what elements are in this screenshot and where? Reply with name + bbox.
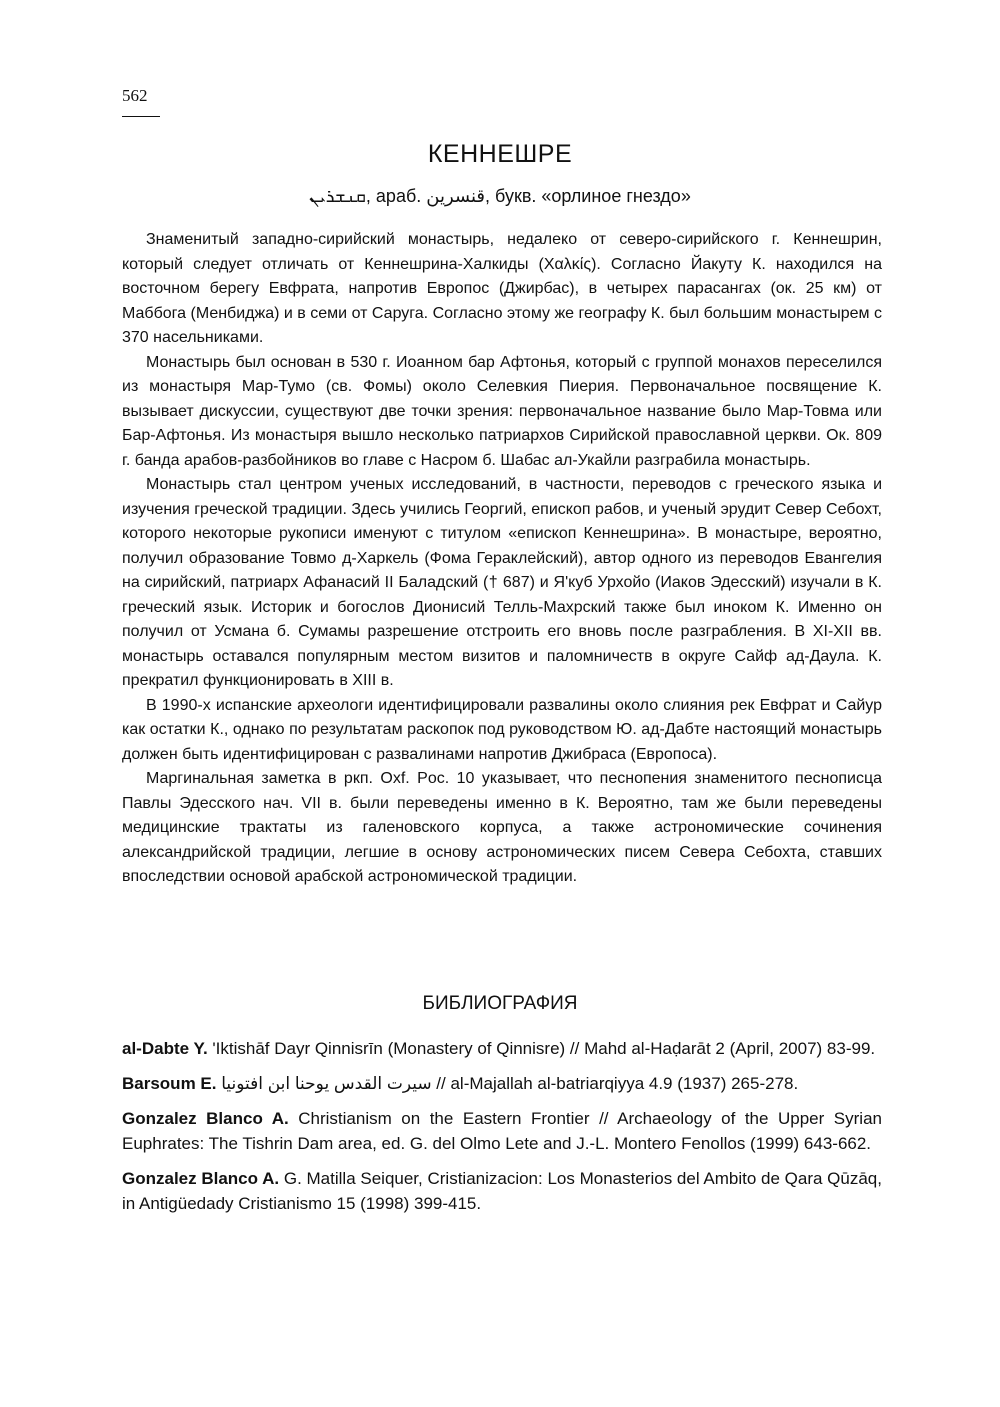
page-number-rule [122, 116, 160, 117]
bibliography-entry [122, 1036, 882, 1061]
paragraph: Монастырь стал центром ученых исследований, в частности, переводов с греческого языка и изучения греческой традиции. Здесь учились Георгий, епископ рабов, и ученый эрудит Север Себохт, которого некоторые рукописи именуют с титулом «епископ Кеннешрина». В монастыре, вероятно, получил образование Товмо д-Харкель (Фома Гераклейский), автор одного из переводов Евангелия на сирийский, патриарх Афанасий II Баладский († 687) и Я'куб Урхойо (Иаков Эдесский) изучали в К. греческий язык. Историк и богослов Дионисий Телль-Махрский также был иноком К. Именно он получил от Усмана б. Сумамы разрешение отстроить его вновь после разграбления. В XI-XII вв. монастырь оставался популярным местом визитов и паломничеств в округе Сайф ад-Даула. К. прекратил функционировать в XIII в. [122, 476, 882, 689]
syriac-name: ܩܢܫܪܝܢ [309, 186, 366, 207]
bibliography-entry [122, 1166, 882, 1216]
arabic-name: قنسرين [426, 186, 486, 207]
paragraph: Маргинальная заметка в ркп. Oxf. Poc. 10 указывает, что песнопения знаменитого песнописца Павлы Эдесского нач. VII в. были переведены именно в К. Вероятно, там же были переведены медицинские трактаты из галеновского корпуса, а также астрономические сочинения александрийской традиции, легшие в основу астрономических писем Севера Себохта, ставших впоследствии основой арабской астрономической традиции. [122, 770, 882, 885]
bibliography-text: G. Matilla Seiquer, Cristianizacion: Los Monasterios del Ambito de Qara Qūzāq, in Antigüedady Cristianismo 15 (1998) 399-415. [122, 1169, 882, 1213]
bibliography-author: al-Dabte Y. [122, 1039, 208, 1058]
subtitle-text-2: , букв. «орлиное гнездо» [485, 186, 691, 206]
article-body [122, 228, 882, 890]
bibliography-text: Christianism on the Eastern Frontier // Archaeology of the Upper Syrian Euphrates: The Tishrin Dam area, ed. G. del Olmo Lete and J.-L. Montero Fenollos (1999) 643-662. [122, 1109, 882, 1153]
bibliography-author: Gonzalez Blanco A. [122, 1109, 289, 1128]
bibliography-text: سيرت القدس يوحنا ابن افتونيا // al-Majallah al-batriarqiyya 4.9 (1937) 265-278. [216, 1074, 799, 1093]
bibliography-author: Barsoum E. [122, 1074, 217, 1093]
paragraph: Монастырь был основан в 530 г. Иоанном бар Афтонья, который с группой монахов переселился из монастыря Мар-Тумо (св. Фомы) около Селевкия Пиерия. Первоначальное посвящение К. вызывает дискуссии, существуют две точки зрения: первоначальное название было Мар-Товма или Бар-Афтонья. Из монастыря вышло несколько патриархов Сирийской православной церкви. Ок. 809 г. банда арабов-разбойников во главе с Насром б. Шабас ал-Укайли разграбила монастырь. [122, 353, 882, 469]
bibliography-entry [122, 1071, 882, 1096]
bibliography-author: Gonzalez Blanco A. [122, 1169, 280, 1188]
bibliography-list [122, 1036, 882, 1226]
page-number: 562 [122, 86, 148, 105]
paragraph: В 1990-х испанские археологи идентифицировали развалины около слияния рек Евфрат и Сайур как остатки К., однако по результатам раскопок под руководством Ю. ад-Дабте настоящий монастырь должен быть идентифицирован с развалинами напротив Джибраса (Европоса). [122, 696, 882, 763]
bibliography-entry [122, 1106, 882, 1156]
bibliography-text: 'Iktishāf Dayr Qinnisrīn (Monastery of Qinnisre) // Mahd al-Haḍarāt 2 (April, 2007) 83-99. [207, 1039, 876, 1058]
bibliography-heading: БИБЛИОГРАФИЯ [422, 993, 578, 1014]
paragraph: Знаменитый западно-сирийский монастырь, недалеко от северо-сирийского г. Кеннешрин, который следует отличать от Кеннешрина-Халкиды (Χαλκίς). Согласно Йакуту К. находился на восточном берегу Евфрата, напротив Европос (Джирбас), в четырех парасангах (ок. 25 км) от Маббога (Менбиджа) и в семи от Саруга. Согласно этому же географу К. был большим монастырем с 370 насельниками. [122, 231, 882, 346]
article-subtitle [0, 186, 1000, 207]
subtitle-text-1: , араб. [365, 186, 427, 206]
article-title: КЕННЕШРЕ [427, 140, 573, 168]
